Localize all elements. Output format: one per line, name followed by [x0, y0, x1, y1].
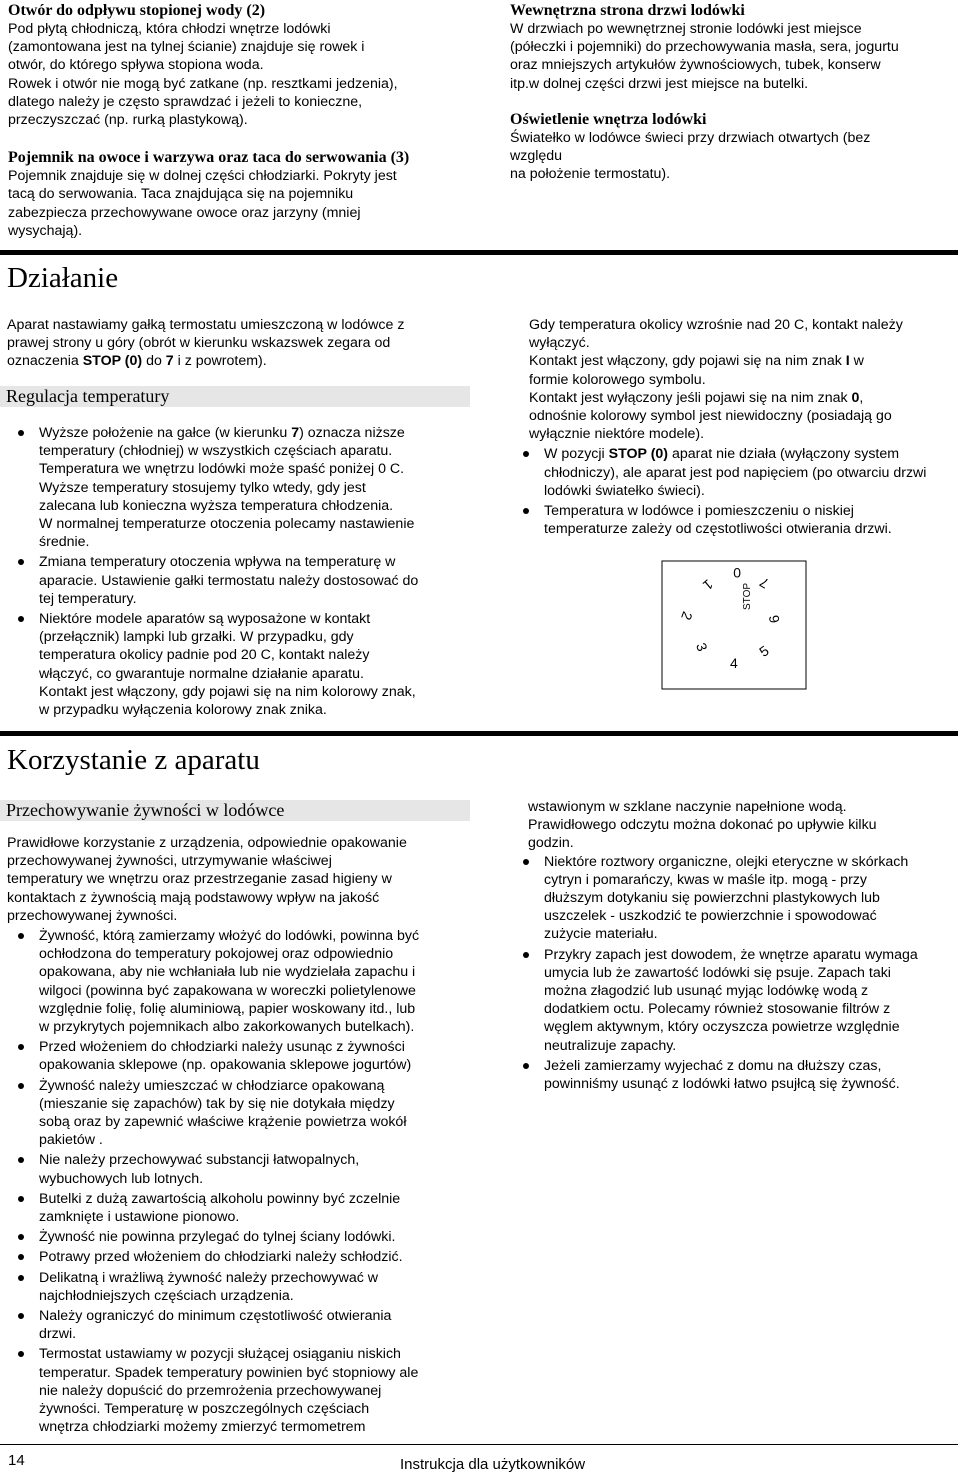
list-item: Żywność należy umieszczać w chłodziarce opakowaną (mieszanie się zapachów) tak by się nie dotykała między sobą oraz by zapewnić właściwe krążenie powietrza wokół pakietów . — [7, 1077, 477, 1150]
thermostat-intro: Aparat nastawiamy gałką termostatu umieszczoną w lodówce z prawej strony u góry (obrót w kierunku wskazswek zegara od oznaczenia STOP (0) do 7 i z powrotem). — [7, 317, 405, 370]
light-paragraph: Światełko w lodówce świeci przy drzwiach otwartych (bez względu na położenie termostatu). — [510, 129, 871, 183]
section-rule — [0, 250, 958, 255]
dzialanie-left-column — [7, 316, 477, 371]
list-item: Butelki z dużą zawartością alkoholu powinny być zczelnie zamknięte i ustawione pionowo. — [7, 1190, 477, 1226]
dial-label-4: 4 — [730, 655, 738, 671]
korzystanie-right-column — [512, 798, 952, 1095]
drain-paragraph: Pod płytą chłodniczą, która chłodzi wnętrze lodówki (zamontowana jest na tylnej ścianie) znajduje się rowek i otwór, do którego spływa stopiona woda. Rowek i otwór nie mogą być zatkane (np. resztkami jedzenia), dlatego należy je często sprawdzać i jeżeli to konieczne, przeczyszczać (np. rurką plastykową). — [8, 21, 398, 129]
dial-label-3: 3 — [693, 640, 711, 654]
list-item: Nie należy przechowywać substancji łatwopalnych, wybuchowych lub lotnych. — [7, 1151, 477, 1187]
dial-label-1: 1 — [699, 576, 717, 594]
list-item: Jeżeli zamierzamy wyjechać z domu na dłuższy czas, powinniśmy usunąć z lodówki łatwo psujłcą się żywność. — [512, 1057, 952, 1093]
top-right-column — [510, 0, 950, 183]
list-item: Temperatura w lodówce i pomieszczeniu o niskiej temperaturze zależy od częstotliwości otwierania drzwi. — [512, 502, 957, 538]
section-title-korzystanie: Korzystanie z aparatu — [7, 744, 260, 776]
dial-label-6: 6 — [765, 613, 783, 625]
dzialanie-right-column — [527, 316, 957, 540]
top-left-column — [8, 0, 478, 240]
list-item: Wyższe położenie na gałce (w kierunku 7) oznacza niższe temperatury (chłodniej) w wszystkich częściach aparatu. Temperatura we wnętrzu lodówki może spaść poniżej 0 C. Wyższe temperatury stosujemy tylko wtedy, gdy jest zalecana lub konieczna wyższa temperatura chłodzenia. W normalnej temperaturze otoczenia polecamy nastawienie średnie. — [7, 424, 477, 551]
stop-list — [512, 445, 957, 538]
section-title-dzialanie: Działanie — [7, 262, 119, 294]
subheading-przechowywanie: Przechowywanie żywności w lodówce — [0, 800, 470, 821]
footer-text: Instrukcja dla użytkowników — [400, 1456, 586, 1473]
storage-list-left — [7, 927, 477, 1436]
door-heading: Wewnętrzna strona drzwi lodówki — [510, 2, 745, 19]
thermostat-dial — [660, 558, 810, 692]
drain-heading: Otwór do odpływu stopionej wody (2) — [8, 2, 266, 19]
footer-rule — [0, 1444, 958, 1445]
list-item: Niektóre modele aparatów są wyposażone w kontakt (przełącznik) lampki lub grzałki. W przypadku, gdy temperatura okolicy padnie pod 20 C, kontakt należy włączyć, co gwarantuje normalne działanie aparatu. Kontakt jest włączony, gdy pojawi się na nim kolorowy znak, w przypadku wyłączenia kolorowy znak znika. — [7, 610, 477, 719]
switch-paragraph: Gdy temperatura okolicy wzrośnie nad 20 C, kontakt należy wyłączyć. Kontakt jest włączony, gdy pojawi się na nim znak I w formie kolorowego symbolu. Kontakt jest wyłączony jeśli pojawi się na nim znak 0, odnośnie kolorowy symbol jest niewidoczny (posiadają go wyłącznie niektóre modele). — [529, 317, 903, 443]
crisper-paragraph: Pojemnik znajduje się w dolnej części chłodziarki. Pokryty jest tacą do serwowania. Taca znajdująca się na pojemniku zabezpiecza przechowywane owoce oraz jarzyny (mniej wysychają). — [8, 168, 397, 239]
dial-label-2: 2 — [678, 609, 696, 623]
dial-label-stop: STOP — [742, 582, 753, 610]
list-item: W pozycji STOP (0) aparat nie działa (wyłączony system chłodniczy), ale aparat jest pod napięciem (po otwarciu drzwi lodówki światełko świeci). — [512, 445, 957, 500]
list-item: Przed włożeniem do chłodziarki należy usunąc z żywności opakowania sklepowe (np. opakowania sklepowe jogurtów) — [7, 1038, 477, 1074]
storage-list-right — [512, 853, 952, 1094]
dial-label-7: 7 — [756, 574, 772, 592]
list-item: Należy ograniczyć do minimum częstotliwość otwierania drzwi. — [7, 1307, 477, 1343]
list-item: Termostat ustawiamy w pozycji służącej osiąganiu niskich temperatur. Spadek temperatury powinien być stopniowy ale nie należy dopuścić do przemrożenia przechowywanej żywności. Temperaturę w poszczególnych częściach wnętrza chłodziarki możemy zmierzyć termometrem — [7, 1345, 477, 1436]
korzystanie-left-column — [7, 834, 477, 1439]
list-item: Niektóre roztwory organiczne, olejki eteryczne w skórkach cytryn i pomarańczy, kwas w maśle itp. mogą - przy dłuższym dotykaniu się powierzchni plastykowych lub uszczelek - uszkodzić te powierzchnie i spowodować zużycie materiału. — [512, 853, 952, 944]
crisper-heading: Pojemnik na owoce i warzywa oraz taca do serwowania (3) — [8, 149, 410, 167]
thermometer-continuation: wstawionym w szklane naczynie napełnione wodą. Prawidłowego odczytu można dokonać po upływie kilku godzin. — [528, 799, 877, 852]
list-item: Żywność, którą zamierzamy włożyć do lodówki, powinna być ochłodzona do temperatury pokojowej oraz odpowiednio opakowana, aby nie wchłaniała lub nie wydzielała zapachu i wilgoci (powinna być zapakowana w woreczki polietylenowe względnie folię, folię aluminiową, papier woskowany itd., lub w przykrytych pojemnikach albo zakorkowanych butelkach). — [7, 927, 477, 1036]
dial-label-5: 5 — [756, 642, 772, 660]
list-item: Żywność nie powinna przylegać do tylnej ściany lodówki. — [7, 1228, 477, 1246]
regulacja-list-wrap — [7, 424, 477, 721]
storage-intro: Prawidłowe korzystanie z urządzenia, odpowiednie opakowanie przechowywanej żywności, utrzymywanie właściwej temperatury we wnętrzu oraz przestrzeganie zasad higieny w kontaktach z żywnością mają podstawowy wpływ na jakość przechowywanej żywności. — [7, 835, 407, 924]
light-heading: Oświetlenie wnętrza lodówki — [510, 110, 707, 128]
list-item: Potrawy przed włożeniem do chłodziarki należy schłodzić. — [7, 1248, 477, 1266]
dial-label-0: 0 — [733, 565, 741, 581]
door-paragraph: W drzwiach po wewnętrznej stronie lodówki jest miejsce (półeczki i pojemniki) do przechowywania masła, sera, jogurtu oraz mniejszych artykułów żywnościowych, tubek, konserw itp.w dolnej części drzwi jest miejsce na butelki. — [510, 21, 899, 92]
subheading-regulacja: Regulacja temperatury — [0, 386, 470, 407]
page-number: 14 — [8, 1452, 25, 1469]
list-item: Delikatną i wrażliwą żywność należy przechowywać w najchłodniejszych częściach urządzenia. — [7, 1269, 477, 1305]
regulacja-list — [7, 424, 477, 719]
list-item: Zmiana temperatury otoczenia wpływa na temperaturę w aparacie. Ustawienie gałki termostatu należy dostosować do tej temperatury. — [7, 553, 477, 608]
section-rule — [0, 731, 958, 736]
list-item: Przykry zapach jest dowodem, że wnętrze aparatu wymaga umycia lub że zawartość lodówki się psuje. Zapach taki można złagodzić lub usunąć myjąc lodówkę wodą z dodatkiem octu. Polecamy również stosowanie filtrów z węglem aktywnym, który oczyszcza powietrze względnie neutralizuje zapachy. — [512, 946, 952, 1055]
